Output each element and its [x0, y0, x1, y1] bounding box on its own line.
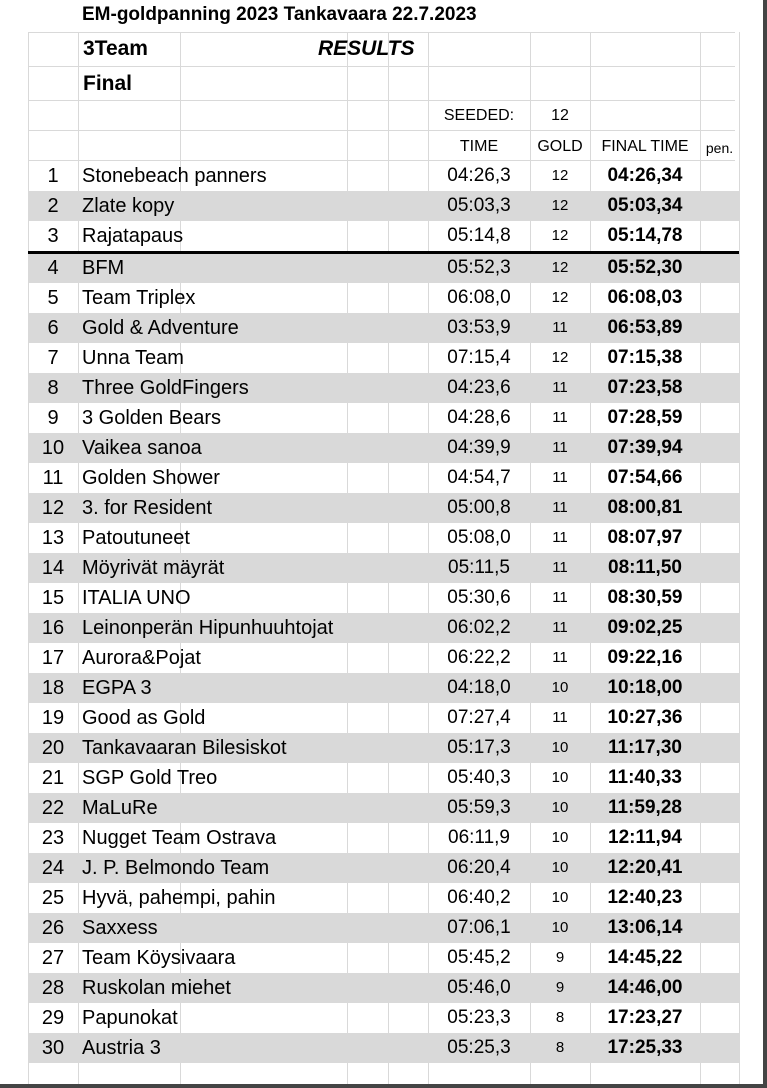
final-time-cell: 12:40,23 [607, 887, 683, 908]
team-name-cell: 3 Golden Bears [82, 407, 221, 429]
team-name-cell: BFM [82, 257, 125, 279]
gold-cell: 12 [551, 289, 569, 306]
table-row [28, 853, 739, 883]
gold-cell: 11 [552, 469, 568, 486]
final-time-cell: 07:54,66 [607, 467, 683, 488]
time-cell: 05:23,3 [447, 1007, 511, 1028]
time-cell: 04:23,6 [447, 377, 511, 398]
gold-cell: 11 [552, 529, 568, 546]
table-row [28, 973, 739, 1003]
final-time-cell: 04:26,34 [607, 165, 683, 186]
rank-cell: 26 [41, 917, 65, 939]
rank-cell: 25 [41, 887, 65, 909]
final-time-cell: 13:06,14 [607, 917, 683, 938]
time-cell: 05:30,6 [447, 587, 511, 608]
table-row [28, 343, 739, 373]
final-time-cell: 12:11,94 [608, 827, 682, 848]
final-time-cell: 05:52,30 [607, 257, 683, 278]
gold-cell: 11 [552, 709, 568, 726]
gold-cell: 8 [555, 1009, 565, 1026]
rank-cell: 29 [41, 1007, 65, 1029]
gold-cell: 10 [551, 889, 569, 906]
table-row [28, 433, 739, 463]
team-name-cell: Ruskolan miehet [82, 977, 231, 999]
time-cell: 05:00,8 [447, 497, 511, 518]
gold-cell: 12 [551, 197, 569, 214]
team-name-cell: Möyrivät mäyrät [82, 557, 225, 579]
time-cell: 07:06,1 [447, 917, 511, 938]
gold-cell: 11 [552, 379, 568, 396]
time-cell: 05:25,3 [447, 1037, 511, 1058]
rank-cell: 12 [41, 497, 65, 519]
table-row [28, 733, 739, 763]
team-name-cell: Team Köysivaara [82, 947, 236, 969]
team-name-cell: Stonebeach panners [82, 165, 267, 187]
gold-cell: 12 [551, 227, 569, 244]
rank-cell: 28 [41, 977, 65, 999]
gold-cell: 11 [552, 649, 568, 666]
rank-cell: 10 [41, 437, 65, 459]
time-cell: 04:54,7 [447, 467, 511, 488]
grid-line [28, 66, 735, 67]
rank-cell: 11 [42, 467, 64, 489]
time-cell: 05:11,5 [448, 557, 510, 578]
rank-cell: 2 [47, 195, 59, 217]
rank-cell: 9 [47, 407, 59, 429]
table-row [28, 221, 739, 251]
gold-cell: 12 [551, 349, 569, 366]
gold-cell: 11 [552, 439, 568, 456]
gold-cell: 11 [552, 499, 568, 516]
table-row [28, 883, 739, 913]
table-row [28, 161, 739, 191]
table-row [28, 493, 739, 523]
team-name-cell: ITALIA UNO [82, 587, 191, 609]
gold-cell: 10 [551, 739, 569, 756]
team-name-cell: Gold & Adventure [82, 317, 239, 339]
team-name-cell: Unna Team [82, 347, 184, 369]
team-name-cell: Good as Gold [82, 707, 206, 729]
gold-cell: 10 [551, 679, 569, 696]
team-name-cell: 3. for Resident [82, 497, 213, 519]
time-cell: 05:03,3 [447, 195, 511, 216]
gold-cell: 12 [551, 259, 569, 276]
time-cell: 06:08,0 [447, 287, 511, 308]
rank-cell: 22 [41, 797, 65, 819]
team-name-cell: Patoutuneet [82, 527, 190, 549]
final-time-cell: 09:22,16 [607, 647, 683, 668]
final-time-cell: 17:23,27 [607, 1007, 683, 1028]
rank-cell: 1 [47, 165, 59, 187]
team-name-cell: Vaikea sanoa [82, 437, 202, 459]
team-name-cell: MaLuRe [82, 797, 158, 819]
rank-cell: 4 [47, 257, 59, 279]
gold-cell: 10 [551, 859, 569, 876]
rank-cell: 27 [41, 947, 65, 969]
time-cell: 06:20,4 [447, 857, 511, 878]
gold-cell: 10 [551, 799, 569, 816]
table-row [28, 463, 739, 493]
final-time-cell: 08:30,59 [607, 587, 683, 608]
table-row [28, 673, 739, 703]
final-time-cell: 09:02,25 [607, 617, 683, 638]
rank-cell: 17 [41, 647, 65, 669]
final-time-cell: 10:18,00 [607, 677, 683, 698]
column-header-final-time: FINAL TIME [601, 138, 689, 155]
time-cell: 04:26,3 [447, 165, 511, 186]
gold-cell: 11 [552, 319, 568, 336]
team-name-cell: Three GoldFingers [82, 377, 249, 399]
gold-cell: 8 [555, 1039, 565, 1056]
qualification-separator [28, 251, 739, 254]
time-cell: 06:02,2 [447, 617, 511, 638]
table-row [28, 373, 739, 403]
final-time-cell: 08:07,97 [607, 527, 683, 548]
table-row [28, 553, 739, 583]
time-cell: 04:18,0 [447, 677, 511, 698]
stage-label: Final [83, 72, 133, 95]
rank-cell: 13 [41, 527, 65, 549]
final-time-cell: 05:03,34 [607, 195, 683, 216]
gold-cell: 10 [551, 829, 569, 846]
team-name-cell: Zlate kopy [82, 195, 175, 217]
team-name-cell: Papunokat [82, 1007, 178, 1029]
rank-cell: 5 [47, 287, 59, 309]
time-cell: 05:17,3 [447, 737, 511, 758]
final-time-cell: 07:15,38 [607, 347, 683, 368]
final-time-cell: 10:27,36 [607, 707, 683, 728]
table-row [28, 253, 739, 283]
table-row [28, 823, 739, 853]
rank-cell: 20 [41, 737, 65, 759]
time-cell: 05:45,2 [447, 947, 511, 968]
team-name-cell: Leinonperän Hipunhuuhtojat [82, 617, 334, 639]
rank-cell: 7 [47, 347, 59, 369]
seeded-label: SEEDED: [443, 107, 515, 124]
team-name-cell: Hyvä, pahempi, pahin [82, 887, 276, 909]
rank-cell: 14 [41, 557, 65, 579]
final-time-cell: 05:14,78 [607, 225, 683, 246]
time-cell: 07:27,4 [447, 707, 511, 728]
table-row [28, 703, 739, 733]
final-time-cell: 08:11,50 [608, 557, 682, 578]
rank-cell: 18 [41, 677, 65, 699]
time-cell: 06:11,9 [448, 827, 510, 848]
rank-cell: 24 [41, 857, 65, 879]
table-row [28, 523, 739, 553]
final-time-cell: 07:23,58 [607, 377, 683, 398]
time-cell: 05:14,8 [447, 225, 511, 246]
final-time-cell: 14:45,22 [607, 947, 683, 968]
time-cell: 05:46,0 [447, 977, 511, 998]
rank-cell: 15 [41, 587, 65, 609]
table-row [28, 1003, 739, 1033]
gold-cell: 12 [551, 167, 569, 184]
rank-cell: 6 [47, 317, 59, 339]
table-row [28, 283, 739, 313]
results-label: RESULTS [318, 37, 415, 60]
final-time-cell: 08:00,81 [607, 497, 683, 518]
table-row [28, 943, 739, 973]
seeded-value: 12 [551, 107, 569, 124]
final-time-cell: 07:28,59 [607, 407, 683, 428]
gold-cell: 9 [555, 979, 565, 996]
time-cell: 06:22,2 [447, 647, 511, 668]
time-cell: 05:08,0 [447, 527, 511, 548]
table-row [28, 763, 739, 793]
rank-cell: 30 [41, 1037, 65, 1059]
team-name-cell: Aurora&Pojat [82, 647, 201, 669]
table-row [28, 403, 739, 433]
table-row [28, 793, 739, 823]
grid-line [28, 130, 735, 131]
final-time-cell: 07:39,94 [607, 437, 683, 458]
time-cell: 05:52,3 [447, 257, 511, 278]
final-time-cell: 06:08,03 [607, 287, 683, 308]
team-name-cell: Saxxess [82, 917, 158, 939]
time-cell: 05:40,3 [447, 767, 511, 788]
gold-cell: 11 [552, 619, 568, 636]
grid-line [28, 32, 735, 33]
rank-cell: 16 [41, 617, 65, 639]
document-title: EM-goldpanning 2023 Tankavaara 22.7.2023 [82, 4, 477, 25]
final-time-cell: 11:40,33 [608, 767, 682, 788]
rank-cell: 3 [47, 225, 59, 247]
category-label: 3Team [83, 37, 148, 60]
table-row [28, 313, 739, 343]
table-row [28, 191, 739, 221]
grid-line [28, 100, 735, 101]
team-name-cell: Tankavaaran Bilesiskot [82, 737, 287, 759]
gold-cell: 11 [552, 409, 568, 426]
gold-cell: 11 [552, 589, 568, 606]
time-cell: 06:40,2 [447, 887, 511, 908]
table-row [28, 583, 739, 613]
gold-cell: 11 [552, 559, 568, 576]
time-cell: 05:59,3 [447, 797, 511, 818]
table-row [28, 913, 739, 943]
team-name-cell: EGPA 3 [82, 677, 152, 699]
final-time-cell: 17:25,33 [607, 1037, 683, 1058]
final-time-cell: 11:59,28 [608, 797, 682, 818]
gold-cell: 9 [555, 949, 565, 966]
time-cell: 07:15,4 [447, 347, 511, 368]
final-time-cell: 12:20,41 [607, 857, 683, 878]
rank-cell: 8 [47, 377, 59, 399]
final-time-cell: 06:53,89 [607, 317, 683, 338]
column-header-time: TIME [459, 138, 499, 155]
team-name-cell: J. P. Belmondo Team [82, 857, 270, 879]
grid-line [739, 32, 740, 1084]
team-name-cell: Team Triplex [82, 287, 196, 309]
table-row [28, 613, 739, 643]
column-header-gold: GOLD [537, 138, 583, 155]
rank-cell: 21 [41, 767, 65, 789]
time-cell: 04:39,9 [447, 437, 511, 458]
column-header-penalty: pen. [705, 140, 734, 156]
gold-cell: 10 [551, 769, 569, 786]
final-time-cell: 11:17,30 [608, 737, 682, 758]
rank-cell: 19 [41, 707, 65, 729]
time-cell: 03:53,9 [447, 317, 511, 338]
table-row [28, 1033, 739, 1063]
final-time-cell: 14:46,00 [607, 977, 683, 998]
team-name-cell: Austria 3 [82, 1037, 161, 1059]
table-row [28, 643, 739, 673]
team-name-cell: Nugget Team Ostrava [82, 827, 277, 849]
time-cell: 04:28,6 [447, 407, 511, 428]
team-name-cell: Golden Shower [82, 467, 220, 489]
team-name-cell: SGP Gold Treo [82, 767, 218, 789]
team-name-cell: Rajatapaus [82, 225, 184, 247]
rank-cell: 23 [41, 827, 65, 849]
gold-cell: 10 [551, 919, 569, 936]
